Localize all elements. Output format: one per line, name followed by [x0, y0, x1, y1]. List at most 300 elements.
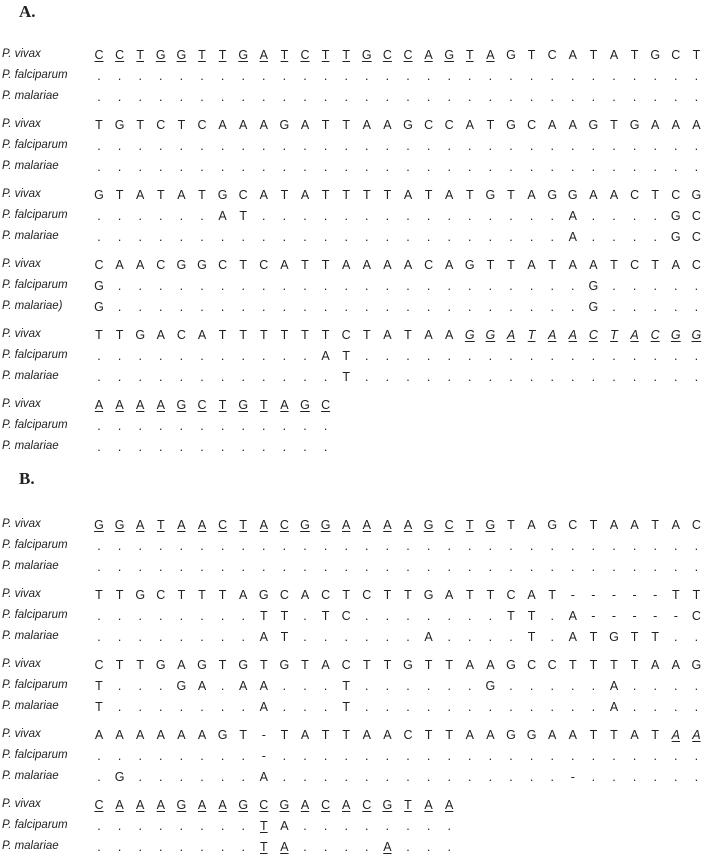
sequence-base: .: [323, 840, 328, 854]
sequence-base: .: [323, 230, 328, 244]
sequence-base: .: [262, 230, 266, 244]
sequence-base: .: [179, 840, 184, 854]
sequence-base: A: [259, 770, 268, 784]
sequence-base: .: [591, 160, 596, 174]
sequence-base: .: [529, 139, 534, 153]
sequence-base: .: [509, 90, 513, 104]
sequence-base: .: [529, 560, 534, 574]
sequence-base: .: [365, 300, 369, 314]
sequence-base: -: [591, 588, 596, 602]
sequence-base: T: [630, 48, 639, 62]
sequence-base: T: [486, 118, 495, 132]
sequence-base: G: [300, 518, 310, 532]
sequence-base: T: [95, 679, 103, 693]
sequence-base: T: [321, 728, 330, 742]
sequence-base: C: [94, 798, 104, 812]
sequence-base: .: [241, 370, 245, 384]
sequence-base: .: [653, 209, 657, 223]
sequence-base: T: [239, 728, 247, 742]
sequence-base: .: [262, 139, 266, 153]
sequence-base: C: [94, 658, 104, 672]
sequence-base: .: [406, 819, 410, 833]
sequence-base: .: [509, 139, 513, 153]
sequence-base: G: [279, 798, 290, 812]
sequence-base: T: [445, 658, 453, 672]
sequence-base: .: [179, 419, 184, 433]
sequence-base: .: [365, 160, 369, 174]
sequence-base: .: [241, 419, 245, 433]
sequence-base: T: [671, 588, 680, 602]
sequence-base: .: [179, 90, 184, 104]
sequence-base: .: [138, 209, 142, 223]
sequence-base: T: [95, 588, 103, 602]
sequence-base: .: [468, 349, 472, 363]
sequence-base: .: [179, 139, 184, 153]
sequence-base: .: [365, 139, 369, 153]
sequence-base: .: [385, 209, 390, 223]
sequence-base: T: [692, 48, 701, 62]
sequence-base: A: [280, 819, 289, 833]
sequence-base: .: [426, 370, 431, 384]
sequence-base: T: [362, 658, 371, 672]
species-label: P. falciparum: [2, 749, 68, 761]
sequence-base: .: [550, 349, 554, 363]
sequence-base: .: [159, 840, 163, 854]
sequence-base: .: [653, 160, 657, 174]
sequence-base: T: [115, 328, 124, 342]
sequence-base: .: [200, 370, 204, 384]
sequence-base: A: [321, 658, 330, 672]
sequence-base: .: [365, 539, 369, 553]
sequence-base: .: [282, 700, 287, 714]
sequence-base: .: [159, 700, 163, 714]
sequence-base: G: [526, 728, 537, 742]
sequence-base: A: [568, 630, 577, 644]
species-label: P. malariae: [2, 770, 59, 782]
sequence-base: .: [262, 279, 266, 293]
sequence-base: A: [383, 118, 392, 132]
sequence-base: .: [303, 630, 307, 644]
sequence-base: .: [303, 90, 307, 104]
sequence-base: .: [488, 749, 493, 763]
sequence-base: .: [241, 349, 245, 363]
species-label: P. vivax: [2, 118, 41, 130]
sequence-base: T: [218, 588, 227, 602]
sequence-base: .: [509, 349, 513, 363]
sequence-base: A: [568, 728, 577, 742]
sequence-base: .: [468, 90, 472, 104]
sequence-base: .: [612, 560, 616, 574]
sequence-base: .: [406, 279, 410, 293]
sequence-base: .: [323, 539, 328, 553]
sequence-base: A: [136, 728, 145, 742]
sequence-base: .: [344, 230, 348, 244]
sequence-base: T: [280, 188, 289, 202]
sequence-base: .: [488, 609, 493, 623]
species-label: P. falciparum: [2, 139, 68, 151]
sequence-base: T: [424, 188, 433, 202]
sequence-base: T: [218, 398, 227, 412]
sequence-base: -: [611, 609, 617, 623]
sequence-base: .: [97, 609, 101, 623]
sequence-base: A: [486, 48, 495, 62]
sequence-base: .: [179, 770, 184, 784]
sequence-base: .: [282, 770, 287, 784]
species-label: P. malariae: [2, 160, 59, 172]
sequence-base: T: [651, 188, 659, 202]
sequence-base: .: [694, 69, 699, 83]
sequence-base: A: [568, 230, 577, 244]
sequence-base: .: [303, 419, 307, 433]
sequence-base: T: [115, 588, 124, 602]
sequence-base: .: [117, 69, 122, 83]
sequence-base: T: [259, 819, 268, 833]
sequence-base: .: [303, 749, 307, 763]
sequence-base: .: [241, 609, 245, 623]
sequence-base: .: [282, 349, 287, 363]
sequence-base: .: [571, 679, 575, 693]
sequence-base: A: [465, 118, 474, 132]
sequence-base: A: [362, 258, 371, 272]
sequence-base: .: [385, 700, 390, 714]
sequence-base: .: [694, 279, 699, 293]
sequence-base: .: [282, 139, 287, 153]
sequence-base: A: [486, 658, 495, 672]
sequence-base: G: [94, 188, 104, 202]
sequence-base: T: [156, 518, 165, 532]
sequence-base: .: [303, 370, 307, 384]
sequence-base: .: [385, 609, 390, 623]
sequence-base: A: [651, 118, 660, 132]
sequence-base: A: [342, 798, 351, 812]
sequence-base: .: [97, 209, 101, 223]
sequence-base: .: [138, 160, 142, 174]
sequence-base: .: [488, 539, 493, 553]
sequence-base: A: [300, 798, 310, 812]
sequence-base: .: [200, 819, 204, 833]
sequence-base: G: [464, 328, 475, 342]
sequence-base: .: [282, 560, 287, 574]
sequence-base: .: [323, 419, 328, 433]
sequence-base: .: [529, 230, 534, 244]
sequence-base: .: [447, 630, 451, 644]
sequence-base: T: [589, 728, 598, 742]
sequence-base: C: [506, 588, 516, 602]
sequence-base: A: [527, 258, 536, 272]
sequence-base: .: [138, 749, 142, 763]
sequence-base: G: [506, 728, 516, 742]
sequence-base: A: [403, 518, 413, 532]
sequence-base: .: [220, 139, 225, 153]
sequence-base: G: [670, 209, 681, 223]
sequence-base: .: [674, 139, 678, 153]
sequence-base: .: [220, 300, 225, 314]
sequence-base: .: [241, 160, 245, 174]
sequence-base: C: [279, 588, 289, 602]
sequence-base: .: [220, 819, 225, 833]
sequence-base: .: [365, 840, 369, 854]
sequence-base: T: [651, 630, 659, 644]
sequence-base: .: [262, 300, 266, 314]
sequence-base: .: [529, 539, 534, 553]
sequence-base: .: [529, 300, 534, 314]
sequence-base: .: [282, 209, 287, 223]
sequence-base: .: [447, 700, 451, 714]
sequence-base: .: [694, 539, 699, 553]
sequence-base: G: [361, 48, 372, 62]
sequence-base: A: [280, 258, 289, 272]
sequence-base: .: [674, 539, 678, 553]
species-label: P. falciparum: [2, 539, 68, 551]
sequence-base: T: [507, 609, 515, 623]
sequence-base: .: [97, 770, 101, 784]
sequence-base: .: [303, 279, 307, 293]
species-label: P. malariae: [2, 560, 59, 572]
sequence-base: G: [94, 300, 104, 314]
sequence-base: .: [117, 630, 122, 644]
sequence-base: .: [653, 679, 657, 693]
sequence-base: .: [694, 630, 699, 644]
sequence-base: G: [444, 48, 455, 62]
sequence-base: .: [468, 770, 472, 784]
sequence-base: .: [550, 209, 554, 223]
sequence-base: .: [323, 770, 328, 784]
sequence-base: .: [385, 300, 390, 314]
sequence-base: .: [426, 69, 431, 83]
sequence-base: T: [342, 588, 350, 602]
sequence-base: A: [197, 728, 207, 742]
sequence-base: .: [323, 69, 328, 83]
sequence-base: .: [262, 560, 266, 574]
sequence-base: .: [282, 160, 287, 174]
sequence-base: .: [694, 560, 699, 574]
sequence-base: G: [238, 48, 249, 62]
sequence-base: A: [197, 518, 207, 532]
sequence-base: A: [445, 258, 454, 272]
sequence-base: .: [653, 539, 657, 553]
section-label: A.: [19, 2, 36, 21]
sequence-base: C: [444, 518, 454, 532]
sequence-base: T: [404, 588, 412, 602]
sequence-base: .: [117, 300, 122, 314]
sequence-base: T: [321, 609, 330, 623]
sequence-base: .: [550, 370, 554, 384]
sequence-base: .: [200, 840, 204, 854]
species-label: P. malariae: [2, 440, 59, 452]
sequence-base: A: [177, 188, 186, 202]
sequence-base: T: [362, 328, 371, 342]
sequence-base: T: [259, 398, 268, 412]
sequence-base: A: [300, 728, 310, 742]
sequence-base: .: [200, 609, 204, 623]
sequence-base: -: [591, 609, 596, 623]
sequence-base: .: [447, 539, 451, 553]
sequence-base: .: [612, 279, 616, 293]
sequence-base: G: [485, 188, 496, 202]
sequence-base: .: [323, 139, 328, 153]
sequence-base: C: [568, 518, 578, 532]
sequence-base: A: [609, 700, 619, 714]
sequence-base: C: [588, 328, 598, 342]
sequence-base: .: [365, 609, 369, 623]
sequence-base: .: [406, 539, 410, 553]
sequence-base: A: [362, 118, 371, 132]
sequence-base: .: [447, 840, 451, 854]
sequence-base: .: [344, 819, 348, 833]
sequence-base: G: [114, 118, 125, 132]
sequence-base: .: [385, 770, 390, 784]
sequence-base: .: [303, 840, 307, 854]
sequence-base: .: [117, 700, 122, 714]
sequence-base: .: [426, 539, 431, 553]
sequence-base: .: [426, 819, 431, 833]
sequence-base: C: [671, 48, 681, 62]
sequence-base: .: [509, 539, 513, 553]
sequence-base: A: [445, 188, 454, 202]
sequence-base: .: [591, 230, 596, 244]
sequence-base: A: [383, 728, 392, 742]
sequence-base: .: [653, 90, 657, 104]
sequence-base: .: [426, 230, 431, 244]
sequence-base: T: [610, 728, 618, 742]
sequence-base: .: [220, 370, 225, 384]
sequence-base: .: [406, 69, 410, 83]
sequence-base: .: [303, 560, 307, 574]
sequence-base: .: [323, 90, 328, 104]
sequence-base: .: [241, 630, 245, 644]
sequence-base: T: [404, 328, 412, 342]
sequence-base: A: [136, 398, 145, 412]
sequence-base: .: [97, 419, 101, 433]
sequence-base: A: [259, 679, 268, 693]
sequence-base: .: [220, 160, 225, 174]
sequence-base: C: [197, 118, 207, 132]
sequence-base: .: [159, 609, 163, 623]
sequence-base: G: [691, 658, 702, 672]
species-label: P. vivax: [2, 398, 41, 410]
sequence-base: G: [320, 518, 331, 532]
sequence-base: .: [117, 419, 122, 433]
sequence-base: .: [653, 560, 657, 574]
sequence-base: .: [138, 370, 142, 384]
sequence-base: .: [447, 69, 451, 83]
sequence-base: .: [303, 139, 307, 153]
sequence-base: .: [550, 539, 554, 553]
sequence-base: A: [506, 328, 516, 342]
sequence-base: T: [239, 258, 247, 272]
sequence-base: T: [321, 48, 330, 62]
sequence-base: .: [138, 840, 142, 854]
sequence-base: .: [241, 69, 245, 83]
sequence-base: .: [632, 700, 637, 714]
sequence-base: .: [97, 90, 101, 104]
sequence-base: G: [547, 518, 558, 532]
species-label: P. vivax: [2, 798, 41, 810]
sequence-base: .: [179, 819, 184, 833]
sequence-base: T: [321, 328, 330, 342]
sequence-base: A: [342, 518, 351, 532]
sequence-base: A: [630, 518, 639, 532]
sequence-base: .: [509, 560, 513, 574]
section-label: B.: [19, 469, 35, 488]
sequence-base: .: [509, 700, 513, 714]
sequence-base: T: [610, 328, 618, 342]
sequence-base: A: [362, 518, 371, 532]
sequence-base: T: [280, 630, 289, 644]
sequence-base: A: [465, 658, 474, 672]
sequence-base: .: [200, 560, 204, 574]
sequence-base: .: [179, 440, 184, 454]
sequence-base: .: [674, 630, 678, 644]
sequence-base: .: [220, 419, 225, 433]
sequence-base: C: [527, 658, 537, 672]
sequence-base: .: [97, 139, 101, 153]
sequence-base: C: [94, 258, 104, 272]
sequence-base: .: [406, 160, 410, 174]
sequence-base: T: [259, 840, 268, 854]
sequence-base: .: [632, 749, 637, 763]
sequence-base: C: [259, 258, 269, 272]
sequence-base: A: [197, 798, 207, 812]
species-label: P. falciparum: [2, 679, 68, 691]
sequence-base: .: [241, 539, 245, 553]
sequence-base: C: [341, 609, 351, 623]
sequence-base: .: [488, 279, 493, 293]
sequence-base: T: [568, 658, 577, 672]
sequence-base: A: [115, 798, 124, 812]
sequence-base: .: [97, 160, 101, 174]
sequence-base: .: [200, 440, 204, 454]
sequence-base: .: [509, 630, 513, 644]
sequence-base: T: [527, 630, 536, 644]
sequence-base: .: [138, 90, 142, 104]
sequence-base: A: [259, 630, 268, 644]
sequence-base: .: [468, 630, 472, 644]
sequence-base: .: [138, 700, 142, 714]
sequence-base: .: [571, 560, 575, 574]
sequence-base: C: [156, 258, 166, 272]
sequence-base: .: [323, 279, 328, 293]
sequence-base: .: [632, 679, 637, 693]
sequence-base: A: [259, 118, 268, 132]
sequence-base: T: [589, 518, 598, 532]
sequence-base: .: [282, 679, 287, 693]
sequence-base: A: [218, 798, 227, 812]
sequence-base: G: [155, 658, 166, 672]
sequence-base: T: [342, 679, 350, 693]
sequence-base: .: [468, 69, 472, 83]
sequence-base: .: [262, 370, 266, 384]
sequence-base: .: [447, 209, 451, 223]
sequence-base: .: [365, 90, 369, 104]
sequence-base: .: [529, 160, 534, 174]
sequence-base: A: [300, 188, 310, 202]
sequence-base: T: [301, 258, 309, 272]
sequence-base: .: [365, 560, 369, 574]
sequence-base: A: [383, 328, 392, 342]
sequence-base: .: [550, 749, 554, 763]
sequence-base: A: [218, 209, 227, 223]
sequence-base: .: [97, 230, 101, 244]
sequence-base: T: [527, 48, 536, 62]
sequence-base: .: [303, 770, 307, 784]
sequence-base: T: [651, 518, 659, 532]
sequence-base: A: [568, 209, 577, 223]
sequence-base: C: [444, 118, 454, 132]
sequence-base: A: [671, 118, 680, 132]
sequence-base: .: [694, 370, 699, 384]
sequence-base: .: [200, 349, 204, 363]
